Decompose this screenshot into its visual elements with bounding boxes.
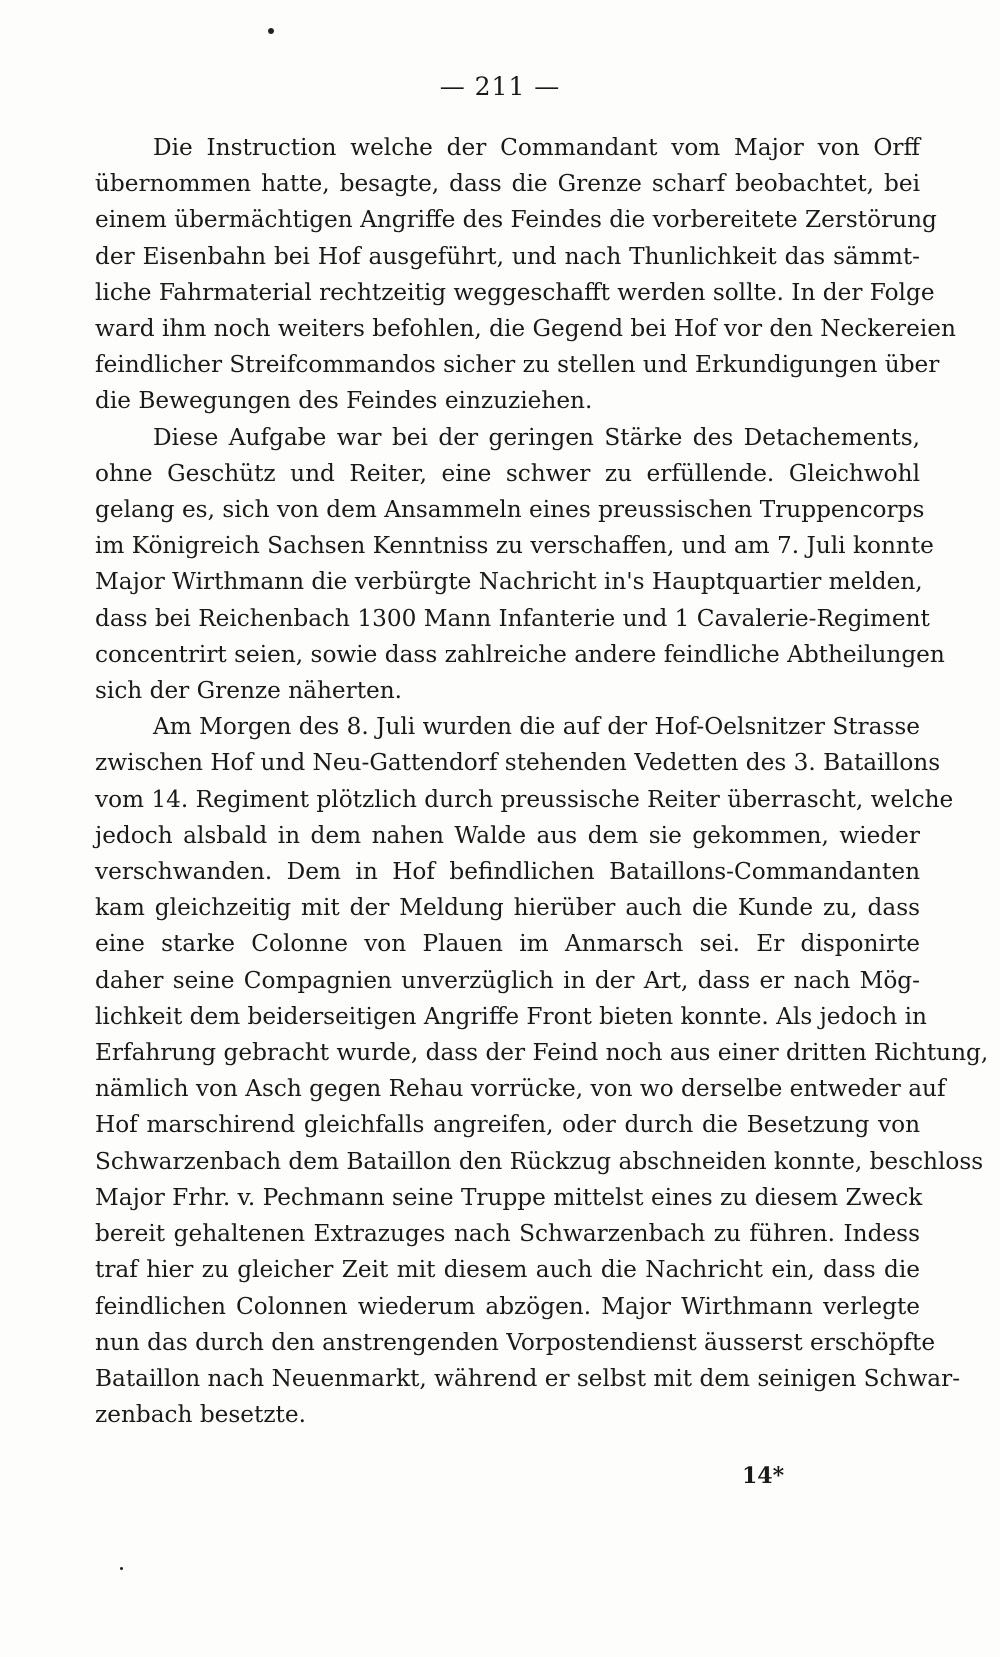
text-line: Schwarzenbach dem Bataillon den Rückzug abschneiden konnte, beschloss bbox=[95, 1147, 984, 1175]
text-line: liche Fahrmaterial rechtzeitig weggeschafft werden sollte. In der Folge bbox=[95, 278, 935, 306]
text-line: einem übermächtigen Angriffe des Feindes die vorbereitete Zerstörung bbox=[95, 206, 937, 234]
text-line: eine starke Colonne von Plauen im Anmarsch sei. Er disponirte bbox=[95, 930, 920, 958]
text-line: Major Wirthmann die verbürgte Nachricht in's Hauptquartier melden, bbox=[95, 568, 923, 596]
text-line: feindlichen Colonnen wiederum abzögen. Major Wirthmann verlegte bbox=[95, 1292, 920, 1320]
signature-mark: 14* bbox=[742, 1463, 785, 1489]
text-line: sich der Grenze näherten. bbox=[95, 677, 403, 705]
text-line: dass bei Reichenbach 1300 Mann Infanterie und 1 Cavalerie-Regiment bbox=[95, 604, 930, 632]
text-line: nämlich von Asch gegen Rehau vorrücke, von wo derselbe entweder auf bbox=[95, 1075, 946, 1103]
text-line: lichkeit dem beiderseitigen Angriffe Front bieten konnte. Als jedoch in bbox=[95, 1002, 927, 1030]
ink-speck bbox=[268, 28, 274, 34]
text-line: vom 14. Regiment plötzlich durch preussische Reiter überrascht, welche bbox=[95, 785, 954, 813]
text-line: verschwanden. Dem in Hof befindlichen Bataillons-Commandanten bbox=[95, 858, 920, 886]
text-line: bereit gehaltenen Extrazuges nach Schwarzenbach zu führen. Indess bbox=[95, 1220, 920, 1248]
text-line: im Königreich Sachsen Kenntniss zu verschaffen, und am 7. Juli konnte bbox=[95, 532, 934, 560]
text-line: daher seine Compagnien unverzüglich in der Art, dass er nach Mög- bbox=[95, 966, 920, 994]
text-line: zwischen Hof und Neu-Gattendorf stehenden Vedetten des 3. Bataillons bbox=[95, 749, 941, 777]
text-line: jedoch alsbald in dem nahen Walde aus dem sie gekommen, wieder bbox=[95, 821, 920, 849]
text-line: Am Morgen des 8. Juli wurden die auf der Hof-Oelsnitzer Strasse bbox=[153, 713, 920, 741]
text-line: kam gleichzeitig mit der Meldung hierüber auch die Kunde zu, dass bbox=[95, 894, 920, 922]
paragraph bbox=[95, 709, 989, 1433]
page-number: — 211 — bbox=[439, 72, 561, 101]
text-line: feindlicher Streifcommandos sicher zu stellen und Erkundigungen über bbox=[95, 351, 940, 379]
text-line: ward ihm noch weiters befohlen, die Gegend bei Hof vor den Neckereien bbox=[95, 315, 956, 343]
body-text bbox=[95, 130, 989, 1433]
text-line: Die Instruction welche der Commandant vom Major von Orff bbox=[153, 134, 920, 161]
text-line: ohne Geschütz und Reiter, eine schwer zu erfüllende. Gleichwohl bbox=[95, 459, 920, 487]
text-line: Diese Aufgabe war bei der geringen Stärke des Detachements, bbox=[153, 423, 920, 451]
text-line: Hof marschirend gleichfalls angreifen, oder durch die Besetzung von bbox=[95, 1111, 920, 1139]
text-line: gelang es, sich von dem Ansammeln eines preussischen Truppencorps bbox=[95, 496, 925, 524]
text-line: concentrirt seien, sowie dass zahlreiche andere feindliche Abtheilungen bbox=[95, 640, 945, 668]
text-line: Major Frhr. v. Pechmann seine Truppe mittelst eines zu diesem Zweck bbox=[95, 1183, 923, 1211]
text-line: übernommen hatte, besagte, dass die Grenze scharf beobachtet, bei bbox=[95, 170, 920, 198]
ink-speck bbox=[120, 1567, 123, 1570]
text-line: nun das durch den anstrengenden Vorpostendienst äusserst erschöpfte bbox=[95, 1328, 936, 1356]
text-line: traf hier zu gleicher Zeit mit diesem auch die Nachricht ein, dass die bbox=[95, 1256, 920, 1284]
text-line: die Bewegungen des Feindes einzuziehen. bbox=[95, 387, 593, 415]
paragraph bbox=[95, 130, 956, 420]
text-line: der Eisenbahn bei Hof ausgeführt, und nach Thunlichkeit das sämmt- bbox=[95, 242, 920, 270]
text-line: Bataillon nach Neuenmarkt, während er selbst mit dem seinigen Schwar- bbox=[95, 1364, 961, 1392]
text-line: zenbach besetzte. bbox=[95, 1401, 306, 1429]
text-line: Erfahrung gebracht wurde, dass der Feind noch aus einer dritten Richtung, bbox=[95, 1039, 989, 1067]
paragraph bbox=[95, 420, 945, 710]
